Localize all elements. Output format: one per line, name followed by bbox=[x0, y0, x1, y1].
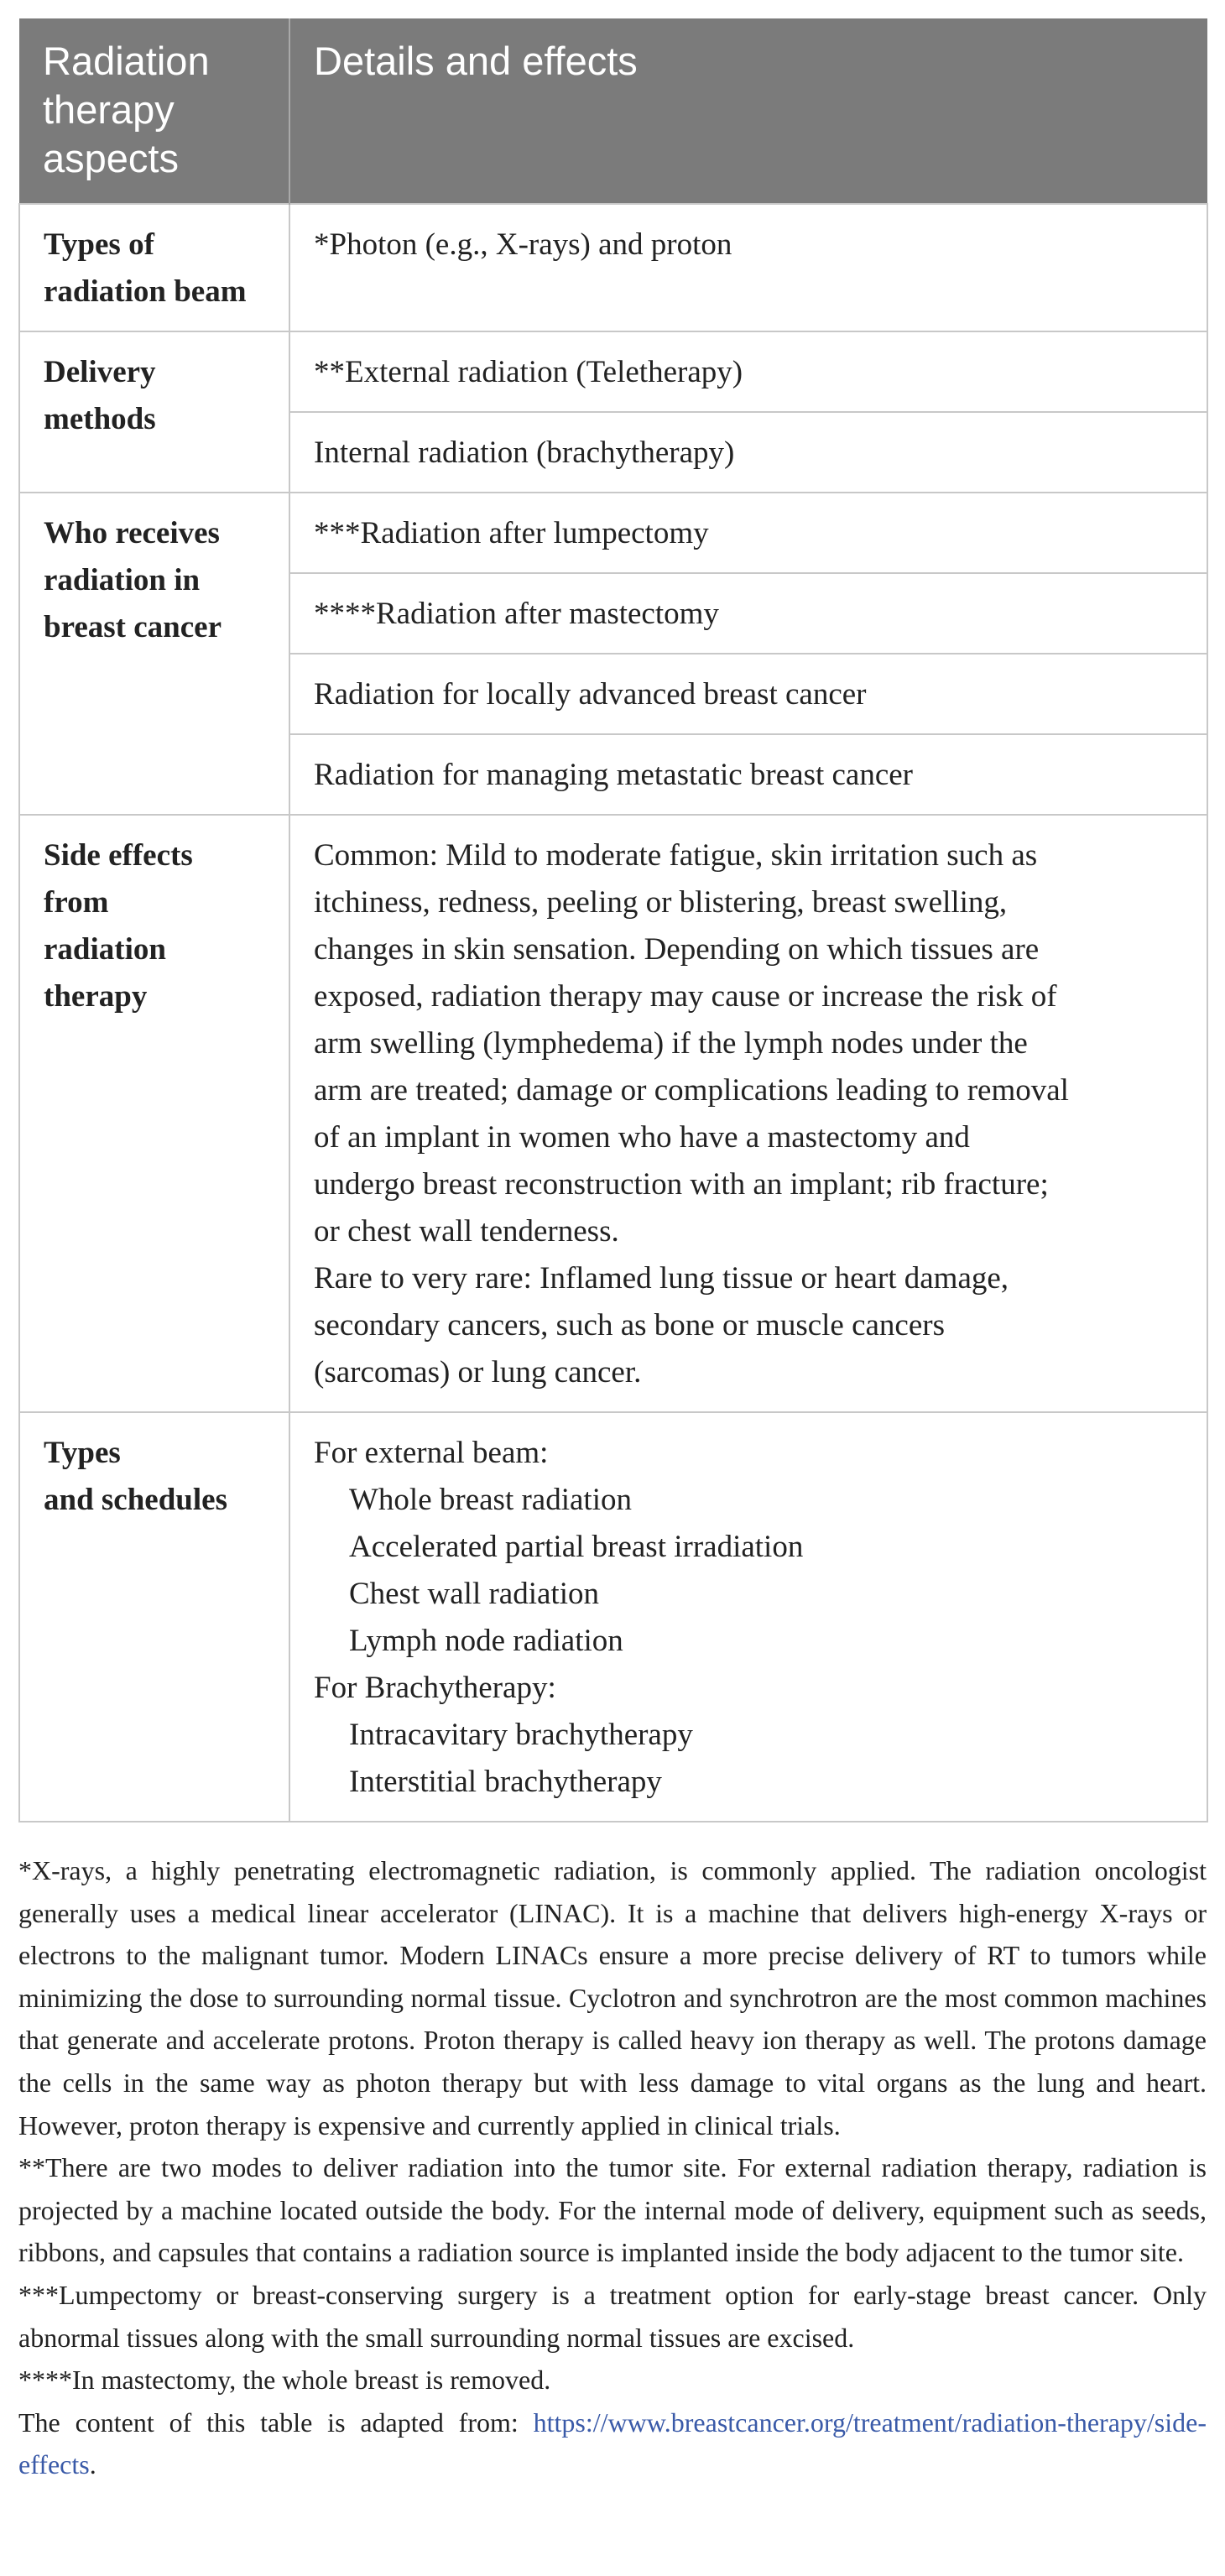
detail-cell: **External radiation (Teletherapy) bbox=[289, 331, 1207, 412]
header-aspects bbox=[19, 18, 289, 204]
side-effects-rare-line: (sarcomas) or lung cancer. bbox=[314, 1355, 642, 1390]
side-effects-line: undergo breast reconstruction with an implant; rib fracture; bbox=[314, 1167, 1049, 1202]
aspect-cell-delivery bbox=[19, 331, 289, 493]
header-aspects-line: Radiation bbox=[43, 39, 210, 83]
list-item: Accelerated partial breast irradiation bbox=[349, 1530, 804, 1564]
source-note bbox=[18, 2401, 1207, 2486]
table-row bbox=[19, 204, 1207, 331]
radiation-therapy-table bbox=[18, 18, 1208, 1822]
table-row bbox=[19, 493, 1207, 573]
aspect-line: Who receives bbox=[44, 516, 220, 550]
table-row bbox=[19, 331, 1207, 412]
aspect-line: from bbox=[44, 885, 109, 920]
footnote-mastectomy: ****In mastectomy, the whole breast is removed. bbox=[18, 2365, 551, 2396]
list-item: Whole breast radiation bbox=[349, 1483, 632, 1517]
aspect-line: radiation in bbox=[44, 563, 201, 597]
aspect-line: and schedules bbox=[44, 1483, 227, 1517]
side-effects-line: or chest wall tenderness. bbox=[314, 1214, 619, 1249]
side-effects-line: exposed, radiation therapy may cause or increase the risk of bbox=[314, 979, 1057, 1014]
table-header-row bbox=[19, 18, 1207, 204]
footnote-lumpectomy: ***Lumpectomy or breast-conserving surgery is a treatment option for early-stage breast cancer. Only abnormal tissues along with the small surrounding normal tissues are excised. bbox=[18, 2279, 1207, 2353]
list-item: Lymph node radiation bbox=[349, 1624, 623, 1658]
table-footnotes bbox=[18, 1849, 1207, 2486]
side-effects-line: changes in skin sensation. Depending on which tissues are bbox=[314, 932, 1040, 967]
aspect-line: Delivery bbox=[44, 355, 156, 389]
detail-cell: *Photon (e.g., X-rays) and proton bbox=[289, 204, 1207, 331]
side-effects-line: arm swelling (lymphedema) if the lymph nodes under the bbox=[314, 1026, 1028, 1061]
aspect-line: radiation bbox=[44, 932, 166, 967]
detail-cell: Radiation for locally advanced breast cancer bbox=[289, 654, 1207, 734]
aspect-line: radiation beam bbox=[44, 274, 247, 309]
list-item: Interstitial brachytherapy bbox=[349, 1765, 662, 1799]
list-item: Intracavitary brachytherapy bbox=[349, 1718, 693, 1752]
side-effects-rare-line: Rare to very rare: Inflamed lung tissue or heart damage, bbox=[314, 1261, 1009, 1296]
aspect-line: methods bbox=[44, 402, 156, 436]
header-details: Details and effects bbox=[289, 18, 1207, 204]
table-row bbox=[19, 1412, 1207, 1822]
side-effects-line: itchiness, redness, peeling or blistering, breast swelling, bbox=[314, 885, 1008, 920]
side-effects-line: of an implant in women who have a mastectomy and bbox=[314, 1120, 970, 1155]
list-item: Chest wall radiation bbox=[349, 1577, 599, 1611]
source-link[interactable]: https://www.breastcancer.org/treatment/radiation-therapy/side-effects bbox=[18, 2407, 1207, 2480]
detail-cell: Radiation for managing metastatic breast cancer bbox=[289, 734, 1207, 815]
aspect-line: Types bbox=[44, 1436, 121, 1470]
table-row bbox=[19, 815, 1207, 1412]
aspect-line: breast cancer bbox=[44, 610, 222, 644]
aspect-cell-who-receives bbox=[19, 493, 289, 815]
aspect-cell-side-effects bbox=[19, 815, 289, 1412]
aspect-line: Side effects bbox=[44, 838, 193, 873]
footnote-photon: *X-rays, a highly penetrating electromagnetic radiation, is commonly applied. The radiation oncologist generally uses a medical linear accelerator (LINAC). It is a machine that delivers high-energy X-rays or electrons to the malignant tumor. Modern LINACs ensure a more precise delivery of RT to tumors while minimizing the dose to surrounding normal tissue. Cyclotron and synchrotron are the most common machines that generate and accelerate protons. Proton therapy is called heavy ion therapy as well. The protons damage the cells in the same way as photon therapy but with less damage to vital organs as the lung and heart. However, proton therapy is expensive and currently applied in clinical trials. bbox=[18, 1855, 1207, 2141]
side-effects-line: Common: Mild to moderate fatigue, skin irritation such as bbox=[314, 838, 1038, 873]
header-aspects-line: aspects bbox=[43, 136, 179, 180]
aspect-cell-beam-types bbox=[19, 204, 289, 331]
brachytherapy-heading: For Brachytherapy: bbox=[314, 1671, 556, 1705]
aspect-line: Types of bbox=[44, 227, 154, 262]
types-schedules-detail-cell bbox=[289, 1412, 1207, 1822]
aspect-line: therapy bbox=[44, 979, 148, 1014]
side-effects-detail-cell bbox=[289, 815, 1207, 1412]
header-aspects-line: therapy bbox=[43, 87, 175, 132]
detail-cell: ***Radiation after lumpectomy bbox=[289, 493, 1207, 573]
footnote-delivery: **There are two modes to deliver radiation into the tumor site. For external radiation therapy, radiation is projected by a machine located outside the body. For the internal mode of delivery, equipment such as seeds, ribbons, and capsules that contains a radiation source is implanted inside the body adjacent to the tumor site. bbox=[18, 2152, 1207, 2268]
detail-cell: ****Radiation after mastectomy bbox=[289, 573, 1207, 654]
detail-cell: Internal radiation (brachytherapy) bbox=[289, 412, 1207, 493]
external-beam-heading: For external beam: bbox=[314, 1436, 549, 1470]
source-suffix: . bbox=[89, 2449, 96, 2480]
source-prefix: The content of this table is adapted from: bbox=[18, 2407, 534, 2438]
side-effects-rare-line: secondary cancers, such as bone or muscle cancers bbox=[314, 1308, 945, 1343]
aspect-cell-types-schedules bbox=[19, 1412, 289, 1822]
side-effects-line: arm are treated; damage or complications leading to removal bbox=[314, 1073, 1069, 1108]
